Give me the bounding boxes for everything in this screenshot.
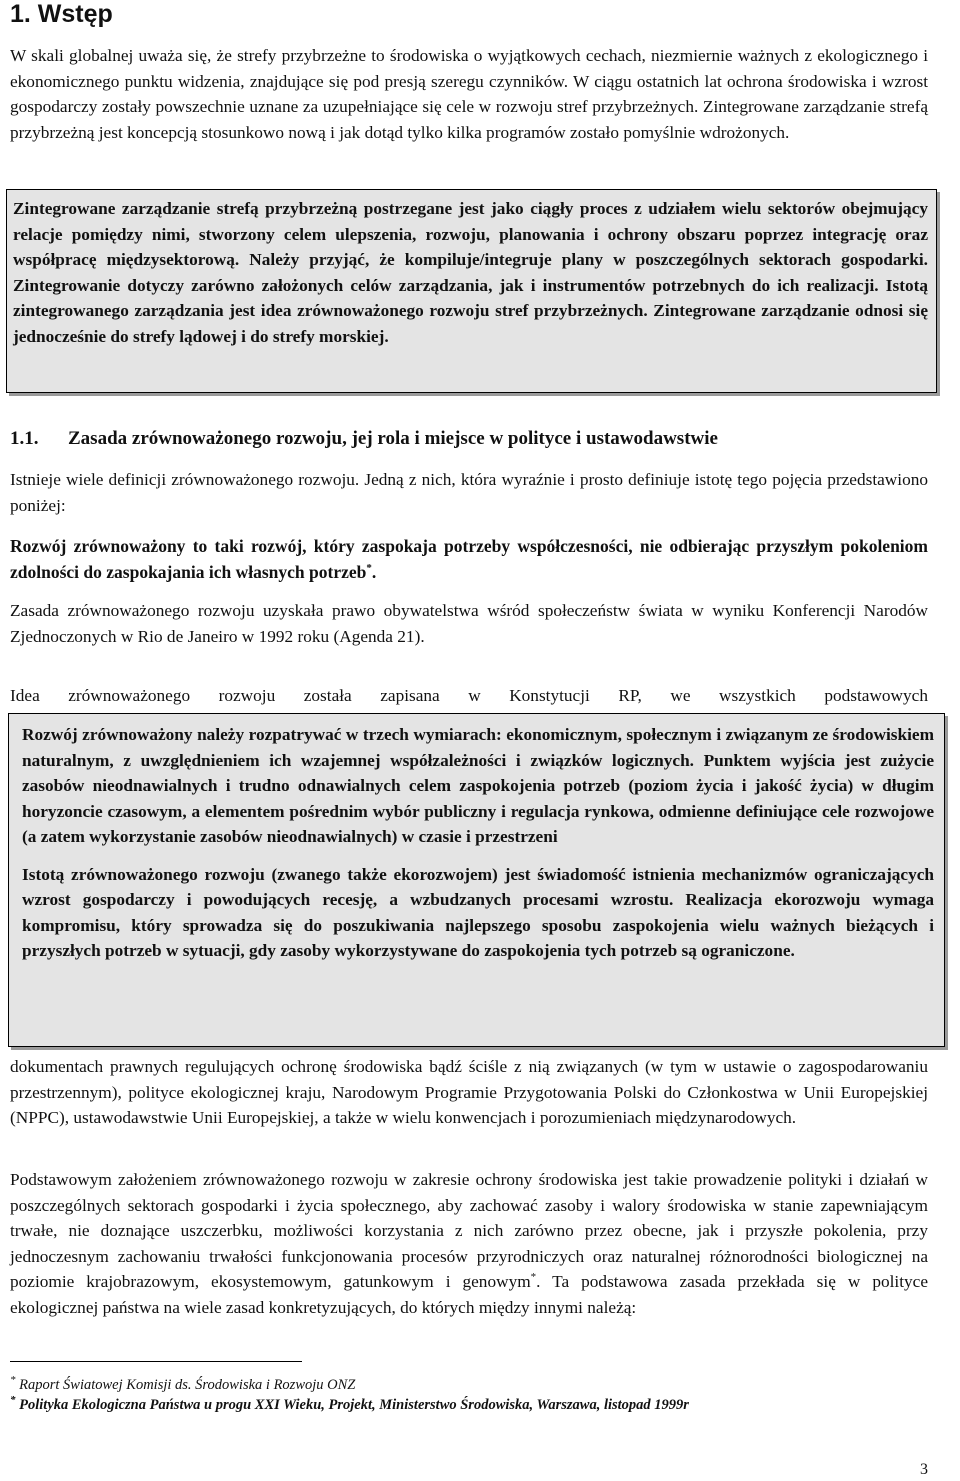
constitution-line-clip: [10, 683, 932, 707]
footnote-ref-1[interactable]: *: [366, 561, 372, 574]
box1-text: Zintegrowane zarządzanie strefą przybrzeżną postrzegane jest jako ciągły proces z udziałem wielu sektorów obejmujący relacje pomiędzy nimi, stworzony celem ulepszenia, rozwoju, planowania i ochrony obszaru poprzez integrację oraz współpracę międzysektorową. Należy przyjąć, że kompiluje/integruje plany w poszczególnych sektorach gospodarki. Zintegrowanie dotyczy zarówno założonych celów zarządzania, jak i instrumentów potrzebnych do ich realizacji. Istotą zintegrowanego zarządzania jest idea zrównoważonego rozwoju stref przybrzeżnych. Zintegrowane zarządzanie odnosi się jednocześnie do strefy lądowej i do strefy morskiej.: [13, 199, 928, 346]
definition-text: Rozwój zrównoważony to taki rozwój, który zaspokaja potrzeby współczesności, nie odbierając przyszłym pokoleniom zdolności do zaspokajania ich własnych potrzeb: [10, 536, 928, 582]
highlight-box-sustainability: [8, 713, 945, 1047]
footnote-divider: [10, 1361, 302, 1362]
footnote-1-mark: *: [10, 1374, 16, 1387]
page-heading: 1. Wstęp: [10, 0, 113, 28]
constitution-paragraph-start: Idea zrównoważonego rozwoju została zapisana w Konstytucji RP, we wszystkich podstawowych: [10, 686, 928, 705]
intro-paragraph: W skali globalnej uważa się, że strefy przybrzeżne to środowiska o wyjątkowych cechach, niezmiernie ważnych z ekologicznego i ekonomicznego punktu widzenia, znajdujące się pod presją szeregu czynników. W ciągu ostatnich lat ochrona środowiska i wzrost gospodarczy zostały powszechnie uznane za uzupełniające się cele w rozwoju stref przybrzeżnych. Zintegrowane zarządzanie strefą przybrzeżną jest koncepcją stosunkowo nową i jak dotąd tylko kilka programów zostało pomyślnie wdrożonych.: [10, 46, 928, 142]
section-title: Zasada zrównoważonego rozwoju, jej rola i miejsce w polityce i ustawodawstwie: [68, 428, 718, 449]
principle-end: . Ta podstawowa zasada przekłada się w polityce ekologicznej państwa na wiele zasad konkretyzujących, do których między innymi należą:: [10, 1272, 928, 1317]
box2-text-a: Rozwój zrównoważony należy rozpatrywać w trzech wymiarach: ekonomicznym, społecznym i związanym ze środowiskiem naturalnym, z uwzględnieniem ich wzajemnej współzależności i związków logicznych. Punktem wyjścia jest zużycie zasobów nieodnawialnych i trudno odnawialnych celem zaspokojenia potrzeb (poziom życia i jakość życia) w długim horyzoncie czasowym, a elementem pośrednim wybór publiczny i regulacja rynkowa, odmienne definiujące cele rozwojowe (a zatem wykorzystanie zasobów nieodnawialnych) w czasie i przestrzeni: [22, 725, 934, 846]
definition-statement: [10, 534, 928, 585]
page-number: 3: [920, 1461, 928, 1478]
footnote-2: [10, 1396, 689, 1414]
rio-paragraph: Zasada zrównoważonego rozwoju uzyskała prawo obywatelstwa wśród społeczeństw świata w wyniku Konferencji Narodów Zjednoczonych w Rio de Janeiro w 1992 roku (Agenda 21).: [10, 601, 928, 646]
box2-text-b: Istotą zrównoważonego rozwoju (zwanego także ekorozwojem) jest świadomość istnienia mechanizmów ograniczających wzrost gospodarczy i powodujących recesję, a wzbudzanych procesami wzrostu. Realizacja ekorozwoju wymaga kompromisu, który sprowadza się do poszukiwania najlepszego sposobu zaspokojenia wielu ważnych bieżących i przyszłych potrzeb w sytuacji, gdy zasoby wykorzystywane do zaspokojenia tych potrzeb są ograniczone.: [22, 864, 934, 960]
principle-paragraph: [10, 1167, 928, 1320]
definition-end: .: [371, 561, 377, 582]
principle-text: Podstawowym założeniem zrównoważonego rozwoju w zakresie ochrony środowiska jest takie prowadzenie polityki i działań w poszczególnych sektorach gospodarki i życia społecznego, aby zachować zasoby i walory środowiska w stanie zapewniającym trwałe, nie doznające uszczerbku, możliwości korzystania z nich zarówno przez obecne, jak i przyszłe pokolenia, przy jednoczesnym zachowaniu trwałości funkcjonowania procesów przyrodniczych oraz naturalnej różnorodności biologicznej na poziomie krajobrazowym, ekosystemowym, gatunkowym i genowym: [10, 1170, 928, 1291]
footnote-2-mark: *: [10, 1394, 16, 1407]
footnote-1: [10, 1376, 355, 1394]
footnote-2-text: Polityka Ekologiczna Państwa u progu XXI Wieku, Projekt, Ministerstwo Środowiska, Warszawa, listopad 1999r: [15, 1397, 689, 1413]
section-number: 1.1.: [10, 428, 39, 449]
section-heading: [10, 428, 718, 450]
definitions-paragraph: Istnieje wiele definicji zrównoważonego rozwoju. Jedną z nich, która wyraźnie i prosto definiuje istotę tego pojęcia przedstawiono poniżej:: [10, 470, 928, 515]
highlight-box-iczm: [6, 189, 937, 393]
footnote-1-text: Raport Światowej Komisji ds. Środowiska i Rozwoju ONZ: [15, 1377, 356, 1393]
footnote-ref-2[interactable]: *: [530, 1271, 537, 1284]
constitution-paragraph-continued: dokumentach prawnych regulujących ochronę środowiska bądź ściśle z nią związanych (w tym w ustawie o zagospodarowaniu przestrzennym), polityce ekologicznej kraju, Narodowym Programie Przygotowania Polski do Członkostwa w Unii Europejskiej (NPPC), ustawodawstwie Unii Europejskiej, a także w wielu konwencjach i porozumieniach międzynarodowych.: [10, 1057, 928, 1127]
